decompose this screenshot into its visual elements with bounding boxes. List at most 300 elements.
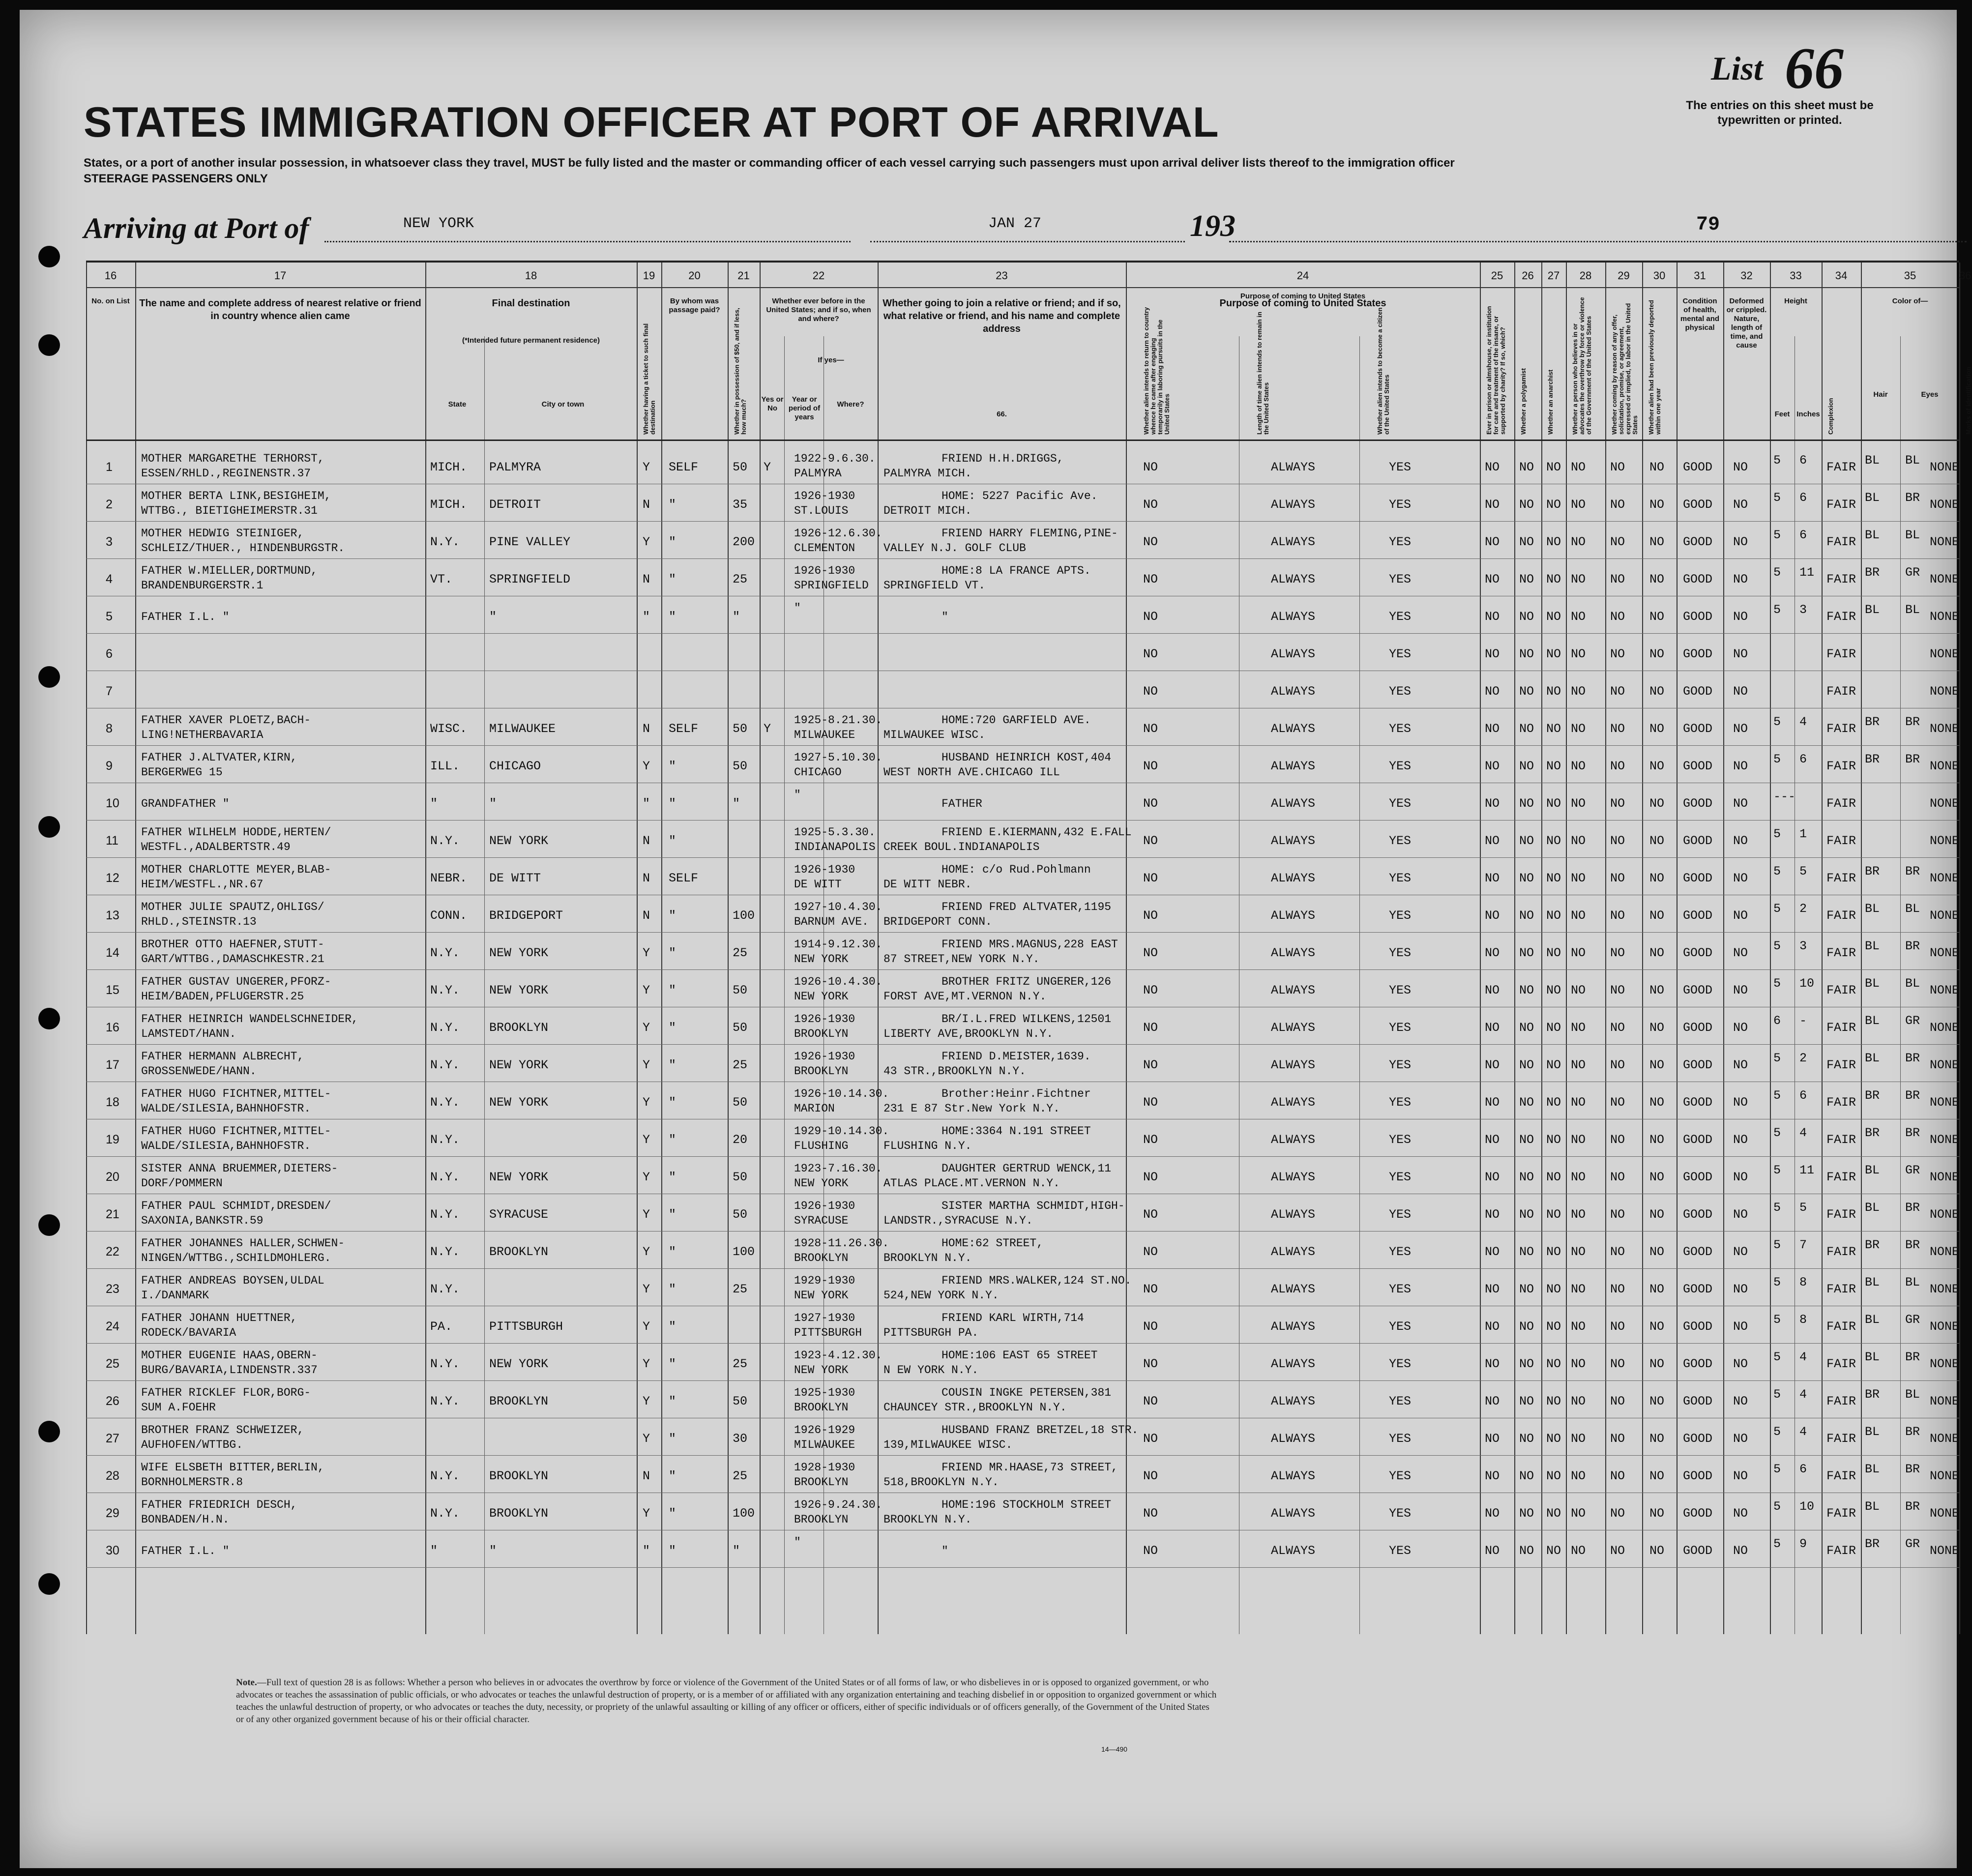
height-inches: 11 [1799,1163,1815,1177]
health-condition: GOOD [1683,722,1713,736]
joining-contact-line: 524,NEW YORK N.Y. [883,1289,999,1302]
column-number: 33 [1790,269,1802,282]
anarchist-flag: NO [1546,1432,1561,1446]
row-number: 9 [106,759,113,773]
passage-paid-by: " [669,1207,677,1222]
labor-offer-flag: NO [1610,946,1625,960]
relative-address-line: HEIM/BADEN,PFLUGERSTR.25 [141,990,304,1003]
labor-offer-flag: NO [1610,1319,1625,1334]
height-feet: 5 [1773,1499,1781,1514]
hair-color: BL [1865,453,1880,468]
eye-color: BR [1905,1051,1920,1065]
identification-marks: NONE [1930,1469,1960,1483]
relative-address-line: WIFE ELSBETH BITTER,BERLIN, [141,1461,324,1474]
joining-contact-line: BR/I.L.FRED WILKENS,12501 [942,1013,1112,1026]
deformed-flag: NO [1733,684,1748,699]
destination-state: N.Y. [430,1170,460,1184]
column-header-vertical: Whether a polygamist [1520,368,1527,435]
ticket-flag: N [643,871,650,885]
height-inches: 6 [1799,491,1807,505]
joining-contact-line: FATHER [942,797,982,810]
table-row [86,748,1959,786]
height-inches: 8 [1799,1313,1807,1327]
height-inches: 6 [1799,528,1807,542]
deported-flag: NO [1649,722,1665,736]
intends-citizen: YES [1389,759,1412,773]
previous-visit-where: SYRACUSE [794,1214,849,1227]
eye-color: BR [1905,1126,1920,1140]
identification-marks: NONE [1930,983,1960,997]
identification-marks: NONE [1930,1170,1960,1184]
deported-flag: NO [1649,1469,1665,1483]
joining-contact-line: HOME:106 EAST 65 STREET [942,1349,1098,1362]
ticket-flag: Y [643,1319,650,1334]
complexion: FAIR [1826,460,1856,474]
relative-address-line: FATHER FRIEDRICH DESCH, [141,1498,297,1511]
destination-city: NEW YORK [489,983,549,997]
previous-visit-years: 1926-1930 [794,1050,855,1063]
relative-address-line: SISTER ANNA BRUEMMER,DIETERS- [141,1162,338,1175]
eye-color: BR [1905,1088,1920,1103]
column-header-vertical: Complexion [1827,398,1834,435]
row-number: 26 [106,1394,119,1408]
overthrow-flag: NO [1571,498,1586,512]
purpose-return: NO [1143,1282,1158,1296]
hair-color: BR [1865,565,1880,580]
column-number: 34 [1835,269,1848,282]
intends-citizen: YES [1389,1133,1412,1147]
previous-visit-flag: Y [764,460,771,474]
identification-marks: NONE [1930,1021,1960,1035]
previous-visit-where: INDIANAPOLIS [794,841,876,853]
ticket-flag: N [643,834,650,848]
relative-address-line: BORNHOLMERSTR.8 [141,1476,243,1489]
relative-address-line: FATHER WILHELM HODDE,HERTEN/ [141,826,331,839]
anarchist-flag: NO [1546,1394,1561,1408]
prison-flag: NO [1485,1544,1500,1558]
height-feet: 5 [1773,1201,1781,1215]
height-feet: 5 [1773,1462,1781,1476]
passage-paid-by: " [669,1021,677,1035]
eye-color: BR [1905,715,1920,729]
sub-header-hair: Hair [1873,390,1888,399]
complexion: FAIR [1826,1058,1856,1072]
purpose-return: NO [1143,1469,1158,1483]
height-feet: 5 [1773,1088,1781,1103]
ticket-flag: Y [643,1506,650,1521]
identification-marks: NONE [1930,1282,1960,1296]
table-row [86,487,1959,524]
relative-address-line: ESSEN/RHLD.,REGINENSTR.37 [141,467,311,480]
intends-citizen: YES [1389,1319,1412,1334]
joining-contact-line: FRIEND E.KIERMANN,432 E.FALL [942,826,1132,839]
height-inches: 10 [1799,976,1815,991]
height-inches: 6 [1799,453,1807,468]
destination-city: BROOKLYN [489,1245,549,1259]
column-number: 16 [104,269,117,282]
previous-visit-years: 1926-1930 [794,490,855,502]
relative-address-line: FATHER HEINRICH WANDELSCHNEIDER, [141,1013,358,1026]
table-row [86,449,1959,487]
hair-color: BL [1865,976,1880,991]
height-feet: 5 [1773,1313,1781,1327]
deported-flag: NO [1649,647,1665,661]
identification-marks: NONE [1930,1058,1960,1072]
deformed-flag: NO [1733,1319,1748,1334]
anarchist-flag: NO [1546,909,1561,923]
labor-offer-flag: NO [1610,1133,1625,1147]
length-of-stay: ALWAYS [1271,1432,1316,1446]
purpose-return: NO [1143,1506,1158,1521]
row-number: 2 [106,498,113,511]
previous-visit-years: 1926-1930 [794,1013,855,1026]
joining-contact-line: BRIDGEPORT CONN. [883,915,992,928]
deported-flag: NO [1649,1282,1665,1296]
relative-address-line: FATHER HERMANN ALBRECHT, [141,1050,304,1063]
column-header-vertical: Whether coming by reason of any offer, solicitation, promise, or agreement, expressed or implied, to labor in the United States [1611,303,1639,435]
joining-contact-line: " [942,1545,948,1557]
complexion: FAIR [1826,1394,1856,1408]
previous-visit-years: 1922-9.6.30. [794,452,876,465]
anarchist-flag: NO [1546,1021,1561,1035]
joining-contact-line: N EW YORK N.Y. [883,1364,979,1377]
polygamist-flag: NO [1519,1133,1534,1147]
eye-color: GR [1905,565,1920,580]
destination-city: NEW YORK [489,1357,549,1371]
deformed-flag: NO [1733,871,1748,885]
row-number: 25 [106,1357,119,1371]
previous-visit-years: 1928-1930 [794,1461,855,1474]
relative-address-line: FATHER J.ALTVATER,KIRN, [141,751,297,764]
previous-visit-years: 1926-12.6.30. [794,527,883,540]
header-rule [86,440,1959,441]
joining-contact-line: HOME: c/o Rud.Pohlmann [942,863,1091,876]
polygamist-flag: NO [1519,572,1534,586]
hair-color: BL [1865,491,1880,505]
length-of-stay: ALWAYS [1271,572,1316,586]
passage-paid-by: " [669,796,677,811]
intends-citizen: YES [1389,1170,1412,1184]
deported-flag: NO [1649,1506,1665,1521]
intends-citizen: YES [1389,1544,1412,1558]
destination-city: NEW YORK [489,1058,549,1072]
relative-address-line: WALDE/SILESIA,BAHNHOFSTR. [141,1102,311,1115]
hair-color: BR [1865,864,1880,879]
eye-color: BL [1905,453,1920,468]
deformed-flag: NO [1733,946,1748,960]
deported-flag: NO [1649,535,1665,549]
purpose-return: NO [1143,1021,1158,1035]
overthrow-flag: NO [1571,535,1586,549]
deformed-flag: NO [1733,1544,1748,1558]
previous-visit-years: 1923-7.16.30. [794,1162,883,1175]
complexion: FAIR [1826,983,1856,997]
destination-city: SPRINGFIELD [489,572,571,586]
complexion: FAIR [1826,610,1856,624]
money-amount: " [733,796,740,811]
intends-citizen: YES [1389,1095,1412,1110]
height-feet: 5 [1773,491,1781,505]
deported-flag: NO [1649,759,1665,773]
prison-flag: NO [1485,684,1500,699]
destination-city: NEW YORK [489,946,549,960]
joining-contact-line: BROOKLYN N.Y. [883,1513,972,1526]
length-of-stay: ALWAYS [1271,1506,1316,1521]
length-of-stay: ALWAYS [1271,1170,1316,1184]
punch-hole [38,334,60,356]
passage-paid-by: " [669,983,677,997]
purpose-return: NO [1143,1207,1158,1222]
length-of-stay: ALWAYS [1271,1095,1316,1110]
relative-address-line: MOTHER HEDWIG STEINIGER, [141,527,304,540]
labor-offer-flag: NO [1610,909,1625,923]
page-title: STATES IMMIGRATION OFFICER AT PORT OF ARRIVAL [84,99,1219,146]
previous-visit-where: NEW YORK [794,1177,849,1190]
sub-header-inches: Inches [1796,410,1820,418]
relative-address-line: HEIM/WESTFL.,NR.67 [141,878,264,891]
notice-line: States, or a port of another insular possession, in whatsoever class they travel, MUST be fully listed and the master or commanding officer of each vessel carrying such passengers must upon arrival deliver lists thereof to the immigration officer [84,156,1455,170]
hair-color: BR [1865,752,1880,766]
health-condition: GOOD [1683,796,1713,811]
hair-color: BL [1865,528,1880,542]
identification-marks: NONE [1930,834,1960,848]
anarchist-flag: NO [1546,460,1561,474]
overthrow-flag: NO [1571,1207,1586,1222]
previous-visit-where: CHICAGO [794,766,842,779]
purpose-sub-header: Length of time alien intends to remain in the United States [1256,312,1270,435]
prison-flag: NO [1485,759,1500,773]
joining-contact-line: HOME:196 STOCKHOLM STREET [942,1498,1112,1511]
joining-contact-line: HOME:8 LA FRANCE APTS. [942,564,1091,577]
complexion: FAIR [1826,647,1856,661]
previous-visit-years: 1925-5.3.30. [794,826,876,839]
column-number: 25 [1491,269,1503,282]
row-number: 1 [106,460,113,474]
height-inches: 4 [1799,1387,1807,1402]
intends-citizen: YES [1389,684,1412,699]
destination-state: N.Y. [430,1506,460,1521]
relative-address-line: FATHER JOHANNES HALLER,SCHWEN- [141,1237,345,1250]
deformed-flag: NO [1733,909,1748,923]
complexion: FAIR [1826,1245,1856,1259]
prison-flag: NO [1485,1506,1500,1521]
money-amount: 25 [733,946,748,960]
health-condition: GOOD [1683,871,1713,885]
joining-contact-line: 87 STREET,NEW YORK N.Y. [883,953,1040,966]
length-of-stay: ALWAYS [1271,1282,1316,1296]
health-condition: GOOD [1683,1282,1713,1296]
length-of-stay: ALWAYS [1271,1394,1316,1408]
destination-state: N.Y. [430,535,460,549]
prison-flag: NO [1485,1357,1500,1371]
polygamist-flag: NO [1519,684,1534,699]
column-number: 17 [274,269,287,282]
hair-color: BL [1865,1313,1880,1327]
joining-contact-line: WEST NORTH AVE.CHICAGO ILL [883,766,1060,779]
column-header-vertical: Whether having a ticket to such final destination [642,323,656,435]
intends-citizen: YES [1389,1021,1412,1035]
labor-offer-flag: NO [1610,1357,1625,1371]
polygamist-flag: NO [1519,1245,1534,1259]
steerage-notice: STEERAGE PASSENGERS ONLY [84,172,268,185]
identification-marks: NONE [1930,1245,1960,1259]
height-inches: 5 [1799,864,1807,879]
polygamist-flag: NO [1519,1469,1534,1483]
destination-city: PINE VALLEY [489,535,571,549]
height-feet: 5 [1773,864,1781,879]
row-number: 3 [106,535,113,549]
anarchist-flag: NO [1546,834,1561,848]
previous-visit-where: PALMYRA [794,467,842,480]
destination-city: BROOKLYN [489,1021,549,1035]
health-condition: GOOD [1683,1133,1713,1147]
money-amount: 100 [733,909,755,923]
length-of-stay: ALWAYS [1271,909,1316,923]
hair-color: BL [1865,1462,1880,1476]
row-number: 27 [106,1432,119,1445]
money-amount: 50 [733,1021,748,1035]
previous-visit-years: 1926-1929 [794,1424,855,1436]
eye-color: BR [1905,864,1920,879]
arrival-date: JAN 27 [988,215,1042,232]
overthrow-flag: NO [1571,1170,1586,1184]
sub-header-feet: Feet [1774,410,1790,418]
destination-city: BROOKLYN [489,1506,549,1521]
table-row [86,860,1959,898]
passage-paid-by: " [669,1058,677,1072]
relative-address-line: I./DANMARK [141,1289,209,1302]
identification-marks: NONE [1930,796,1960,811]
intends-citizen: YES [1389,1282,1412,1296]
overthrow-flag: NO [1571,460,1586,474]
deported-flag: NO [1649,946,1665,960]
destination-state: NEBR. [430,871,468,885]
table-row [86,1346,1959,1383]
height-inches: 9 [1799,1537,1807,1551]
header-rule [86,287,1959,288]
relative-address-line: MOTHER JULIE SPAUTZ,OHLIGS/ [141,901,324,913]
column-number: 27 [1547,269,1560,282]
money-amount: 50 [733,1394,748,1408]
intends-citizen: YES [1389,983,1412,997]
labor-offer-flag: NO [1610,1506,1625,1521]
deformed-flag: NO [1733,796,1748,811]
prison-flag: NO [1485,647,1500,661]
intends-citizen: YES [1389,1469,1412,1483]
year-label: 193 [1190,209,1236,243]
passage-paid-by: " [669,834,677,848]
ticket-flag: N [643,909,650,923]
deformed-flag: NO [1733,535,1748,549]
anarchist-flag: NO [1546,983,1561,997]
passage-paid-by: SELF [669,871,699,885]
passage-paid-by: SELF [669,722,699,736]
relative-address-line: RODECK/BAVARIA [141,1326,236,1339]
length-of-stay: ALWAYS [1271,871,1316,885]
identification-marks: NONE [1930,460,1960,474]
identification-marks: NONE [1930,1207,1960,1222]
row-number: 12 [106,871,119,885]
overthrow-flag: NO [1571,1095,1586,1110]
passage-paid-by: " [669,498,677,512]
health-condition: GOOD [1683,610,1713,624]
height-inches: 4 [1799,1126,1807,1140]
anarchist-flag: NO [1546,535,1561,549]
overthrow-flag: NO [1571,759,1586,773]
punch-hole [38,816,60,838]
height-feet: 5 [1773,715,1781,729]
joining-contact-line: Brother:Heinr.Fichtner [942,1087,1091,1100]
intends-citizen: YES [1389,498,1412,512]
joining-contact-line: CHAUNCEY STR.,BROOKLYN N.Y. [883,1401,1067,1414]
intends-citizen: YES [1389,1058,1412,1072]
prison-flag: NO [1485,1207,1500,1222]
deported-flag: NO [1649,610,1665,624]
money-amount: " [733,610,740,624]
labor-offer-flag: NO [1610,1207,1625,1222]
anarchist-flag: NO [1546,1544,1561,1558]
ticket-flag: Y [643,1357,650,1371]
table-row [86,1271,1959,1309]
relative-address-line: GRANDFATHER " [141,797,230,810]
polygamist-flag: NO [1519,1544,1534,1558]
punch-hole [38,1573,60,1595]
previous-visit-where: ST.LOUIS [794,504,849,517]
relative-address-line: FATHER W.MIELLER,DORTMUND, [141,564,318,577]
identification-marks: NONE [1930,909,1960,923]
health-condition: GOOD [1683,1170,1713,1184]
complexion: FAIR [1826,871,1856,885]
ticket-flag: " [643,610,650,624]
prison-flag: NO [1485,871,1500,885]
polygamist-flag: NO [1519,871,1534,885]
column-number: 35 [1904,269,1916,282]
deformed-flag: NO [1733,1357,1748,1371]
labor-offer-flag: NO [1610,1245,1625,1259]
destination-state: " [430,796,438,811]
relative-address-line: LAMSTEDT/HANN. [141,1027,236,1040]
intends-citizen: YES [1389,460,1412,474]
manifest-table [86,261,1972,1649]
joining-contact-line: BROOKLYN N.Y. [883,1252,972,1264]
column-header: Whether ever before in the United States; and if so, when and where? [766,297,871,323]
eye-color: BL [1905,1387,1920,1402]
anarchist-flag: NO [1546,1207,1561,1222]
form-number: 14—490 [1101,1745,1127,1753]
health-condition: GOOD [1683,1207,1713,1222]
labor-offer-flag: NO [1610,1095,1625,1110]
overthrow-flag: NO [1571,796,1586,811]
eye-color: BR [1905,491,1920,505]
table-row [86,1234,1959,1271]
destination-city: " [489,796,497,811]
purpose-return: NO [1143,796,1158,811]
column-header: Purpose of coming to United States [1219,298,1386,309]
destination-city: DE WITT [489,871,541,885]
length-of-stay: ALWAYS [1271,946,1316,960]
labor-offer-flag: NO [1610,759,1625,773]
health-condition: GOOD [1683,834,1713,848]
polygamist-flag: NO [1519,498,1534,512]
prison-flag: NO [1485,722,1500,736]
list-label: List [1711,50,1763,87]
port-value: NEW YORK [403,215,474,232]
deformed-flag: NO [1733,1058,1748,1072]
labor-offer-flag: NO [1610,535,1625,549]
deformed-flag: NO [1733,460,1748,474]
complexion: FAIR [1826,1469,1856,1483]
column-header: By whom was passage paid? [669,297,720,314]
